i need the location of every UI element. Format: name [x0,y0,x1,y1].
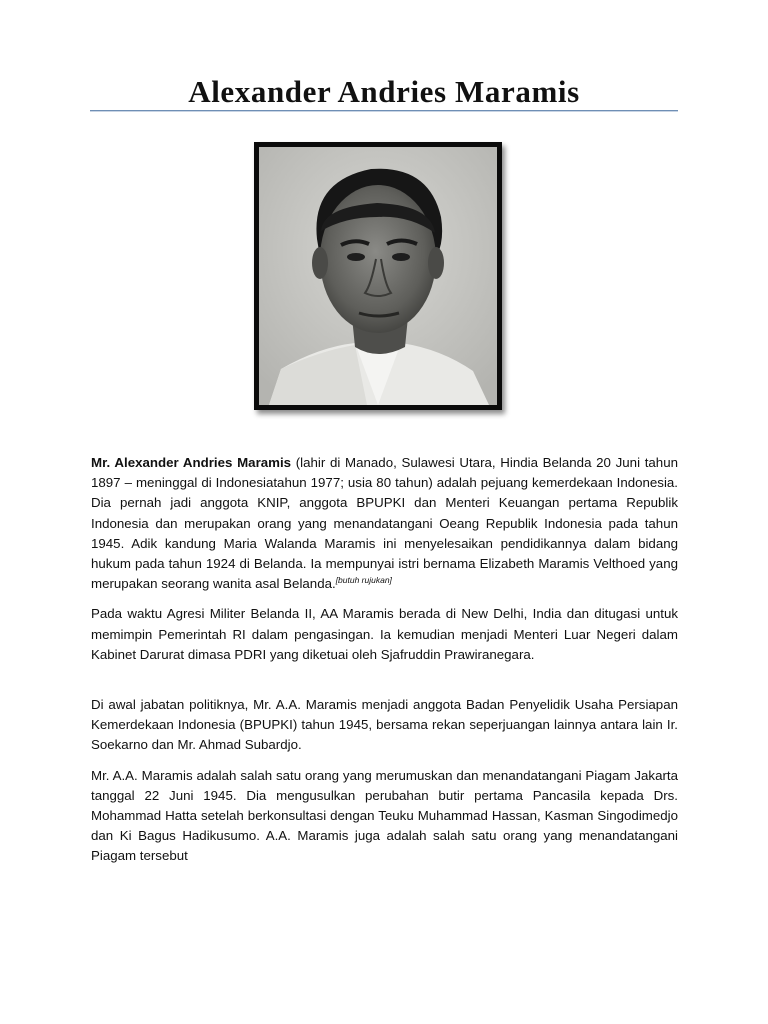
paragraph-4: Mr. A.A. Maramis adalah salah satu orang yang merumuskan dan menandatangani Piagam Jakarta tanggal 22 Juni 1945. Dia mengusulkan perubahan butir pertama Pancasila kepada Drs. Mohammad Hatta setelah berkonsultasi dengan Teuku Muhammad Hassan, Kasman Singodimedjo dan Ki Bagus Hadikusumo. A.A. Maramis juga adalah salah satu orang yang menandatangani Piagam tersebut [91,767,678,864]
portrait-photo [259,147,497,405]
portrait-frame [254,142,502,410]
paragraph-1-text: (lahir di Manado, Sulawesi Utara, Hindia Belanda 20 Juni tahun 1897 – meninggal di Indonesiatahun 1977; usia 80 tahun) adalah pejuang kemerdekaan Indonesia. Dia pernah jadi anggota KNIP, anggota BPUPKI dan Menteri Keuangan pertama Republik Indonesia dan merupakan orang yang menandatangani Oeang Republik Indonesia pada tahun 1945. Adik kandung Maria Walanda Maramis ini menyelesaikan pendidikannya dalam bidang hukum pada tahun 1924 di Belanda. Ia mempunyai istri bernama Elizabeth Maramis Velthoed yang merupakan seorang wanita asal Belanda. [91,455,678,592]
citation-needed-note[interactable]: [butuh rujukan] [335,575,392,586]
title-underline [90,110,678,112]
paragraph-1 [91,453,678,594]
paragraph-1-bold-lead: Mr. Alexander Andries Maramis [91,455,292,470]
article-body [91,453,678,877]
page-title: Alexander Andries Maramis [188,74,580,109]
paragraph-2: Pada waktu Agresi Militer Belanda II, AA Maramis berada di New Delhi, India dan ditugasi untuk memimpin Pemerintah RI dalam pengasingan. Ia kemudian menjadi Menteri Luar Negeri dalam Kabinet Darurat dimasa PDRI yang diketuai oleh Sjafruddin Prawiranegara. [91,606,678,662]
paragraph-3: Di awal jabatan politiknya, Mr. A.A. Maramis menjadi anggota Badan Penyelidik Usaha Persiapan Kemerdekaan Indonesia (BPUPKI) tahun 1945, bersama rekan seperjuangan lainnya antara lain Ir. Soekarno dan Mr. Ahmad Subardjo. [91,697,678,753]
